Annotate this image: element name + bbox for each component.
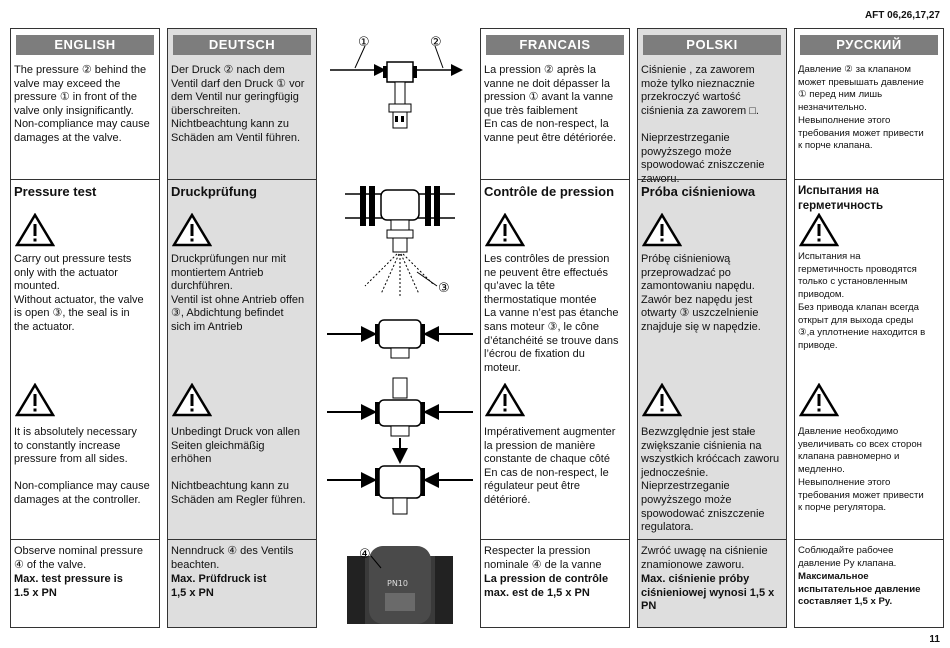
warning-icon — [642, 213, 682, 247]
warning-text: It is absolutely necessary to constantly increase pressure from all sides. Non-compliance may cause damages at the controller. — [14, 426, 150, 506]
column-francais — [480, 28, 630, 628]
column-english — [10, 28, 160, 628]
document-code: AFT 06,26,17,27 — [864, 10, 940, 21]
warning-icon — [15, 213, 55, 247]
pressure-test-text: Druckprüfungen nur mit montiertem Antrieb durchführen. Ventil ist ohne Antrieb offen ③, Abdichtung befindet sich im Antrieb — [171, 253, 305, 333]
intro-text: The pressure ② behind the valve may exceed the pressure ① in front of the valve only insignificantly. Non-compliance may cause damages at the valve. — [14, 64, 150, 144]
intro-text: La pression ② après la vanne ne doit dépasser la pression ① avant la vanne que très faiblement En cas de non-respect, la vanne peut être détériorée. — [484, 64, 617, 144]
column-deutsch — [167, 28, 317, 628]
warning-icon — [642, 383, 682, 417]
nominal-pressure-text: Zwróć uwagę na ciśnienie znamionowe zaworu. — [641, 545, 768, 571]
pressure-test-text: Les contrôles de pression ne peuvent être effectués qu’avec la tête thermostatique montée La vanne n’est pas étanche sans moteur ③, le cône d’étanchéité se trouve dans l’écrou de fixation du moteur. — [484, 253, 619, 374]
pressure-test-text: Carry out pressure tests only with the actuator mounted. Without actuator, the valve is open ③, the seal is in the actuator. — [14, 253, 144, 333]
language-header: ENGLISH — [16, 35, 154, 55]
warning-text: Unbedingt Druck von allen Seiten gleichmäßig erhöhen Nichtbeachtung kann zu Schäden am Regler führen. — [171, 426, 306, 506]
warning-icon — [172, 383, 212, 417]
intro-text: Der Druck ② nach dem Ventil darf den Druck ① vor dem Ventil nur geringfügig überschreiten. Nichtbeachtung kann zu Schäden am Ventil führen. — [171, 64, 305, 144]
warning-text: Impérativement augmenter la pression de manière constante de chaque côté En cas de non-respect, le régulateur peut être détérioré. — [484, 426, 616, 506]
warning-text: Bezwzględnie jest stałe zwiększanie ciśnienia na wszystkich króćcach zaworu jednocześnie. Nieprzestrzeganie powyższego może spowodować zniszczenie regulatora. — [641, 426, 780, 534]
language-header: DEUTSCH — [173, 35, 311, 55]
column-russian — [794, 28, 944, 628]
pressure-test-title: Contrôle de pression — [484, 184, 615, 199]
warning-icon — [172, 213, 212, 247]
pressure-test-text: Próbę ciśnieniową przeprowadzać po zamontowaniu napędu. Zawór bez napędu jest otwarty ③ uszczelnienie znajduje się w napędzie. — [641, 253, 761, 333]
pressure-test-title: Испытания на герметичность — [798, 185, 884, 212]
pressure-test-title: Druckprüfung — [171, 184, 257, 199]
language-header: РУССКИЙ — [800, 35, 938, 55]
intro-text: Давление ② за клапаном может превышать давление ① перед ним лишь незначительно. Невыполнение этого требования может привести к порче клапана. — [798, 64, 924, 152]
pressure-test-title: Próba ciśnieniowa — [641, 184, 756, 199]
callout-1: ① — [358, 35, 370, 50]
max-test-pressure: Max. ciśnienie próby ciśnieniowej wynosi 1,5 x PN — [641, 573, 775, 613]
column-polski — [637, 28, 787, 628]
nominal-pressure-text: Соблюдайте рабочее давление Py клапана. — [798, 545, 897, 569]
callout-4: ④ — [359, 547, 371, 562]
nominal-pressure-text: Observe nominal pressure ④ of the valve. — [14, 545, 144, 571]
max-test-pressure: Max. test pressure is 1.5 x PN — [14, 573, 123, 599]
warning-icon — [799, 383, 839, 417]
warning-text: Давление необходимо увеличивать со всех сторон клапана равномерно и медленно. Невыполнение этого требования может привести к порче регулятора. — [798, 426, 924, 514]
warning-icon — [799, 213, 839, 247]
warning-icon — [485, 213, 525, 247]
page-number: 11 — [929, 634, 940, 645]
pressure-test-title: Pressure test — [14, 184, 97, 199]
language-header: POLSKI — [643, 35, 781, 55]
nominal-pressure-text: Respecter la pression nominale ④ de la vanne — [484, 545, 602, 571]
callout-3: ③ — [438, 281, 450, 296]
nameplate-text: PN10 — [387, 579, 408, 588]
valve-diagram — [325, 28, 475, 628]
pressure-test-text: Испытания на герметичность проводятся только с установленным приводом. Без привода клапан всегда открыт для выхода среды ③,а уплотнение находится в приводе. — [798, 251, 926, 351]
nominal-pressure-text: Nenndruck ④ des Ventils beachten. — [171, 545, 294, 571]
warning-icon — [15, 383, 55, 417]
max-test-pressure: La pression de contrôle max. est de 1,5 x PN — [484, 573, 609, 599]
max-test-pressure: Максимальное испытательное давление составляет 1,5 x Py. — [798, 571, 921, 608]
intro-text: Ciśnienie , za zaworem może tylko nieznacznie przekroczyć wartość ciśnienia za zaworem □. Nieprzestrzeganie powyższego może spowodować zniszczenie zaworu. — [641, 64, 765, 185]
warning-icon — [485, 383, 525, 417]
max-test-pressure: Max. Prüfdruck ist 1,5 x PN — [171, 573, 267, 599]
callout-2: ② — [430, 35, 442, 50]
language-header: FRANCAIS — [486, 35, 624, 55]
